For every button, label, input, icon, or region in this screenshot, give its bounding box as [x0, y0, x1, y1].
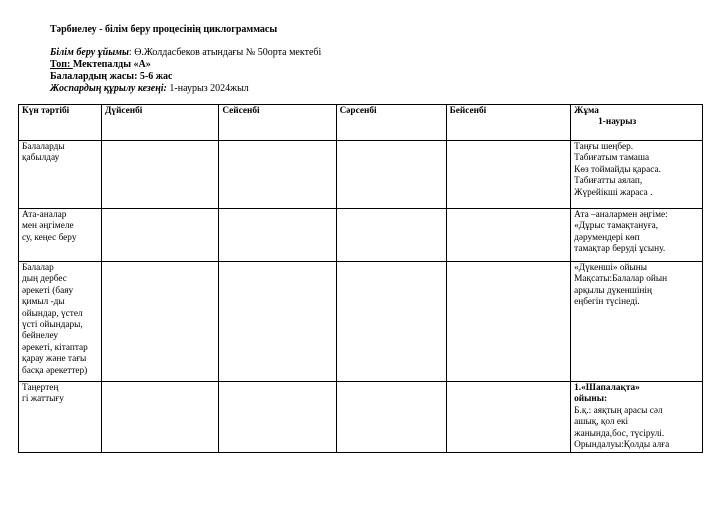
tuesday-cell [219, 382, 336, 453]
table-row [19, 262, 703, 382]
table-row [19, 141, 703, 209]
group-value: Мектепалды «А» [72, 59, 151, 70]
friday-cell: «Дүкенші» ойыны Мақсаты:Балалар ойын арқылы дүкеншінің еңбегін түсінеді. [571, 262, 703, 382]
age-line: Балалардың жасы: 5-6 жас [50, 71, 173, 82]
thursday-cell [446, 382, 571, 453]
organization-value: : Ө.Жолдасбеков атындағы № 50орта мектебі [128, 47, 322, 58]
row-label: Балалар дың дербес әрекеті (баяу қимыл -ды ойындар, үстел үсті ойындары, бейнелеу әрекеті, кітаптар қарау және тағы басқа әрекеттер) [19, 262, 102, 382]
table-row [19, 382, 703, 453]
wednesday-cell [336, 209, 446, 262]
table-row [19, 209, 703, 262]
header-monday: Дүйсенбі [102, 105, 219, 141]
header-thursday: Бейсенбі [446, 105, 571, 141]
organization-label: Білім беру ұйымы [50, 47, 129, 58]
header-wednesday: Сәрсенбі [336, 105, 446, 141]
wednesday-cell [336, 262, 446, 382]
row-label: Ата-аналар мен әңгімеле су, кеңес беру [19, 209, 102, 262]
friday-cell: Ата –аналармен әңгіме: «Дұрыс тамақтануға, дәрумендері көп тамақтар беруді ұсыну. [571, 209, 703, 262]
monday-cell [102, 209, 219, 262]
friday-cell: Таңғы шеңбер. Табиғатым тамаша Көз тоймайды қараса. Табиғатты аялап, Жүрейікші жараса . [571, 141, 703, 209]
group-label: Топ: [50, 59, 73, 70]
tuesday-cell [219, 262, 336, 382]
friday-game-text: Б.қ.: аяқтың арасы сәл ашық, қол екі жанында,бос, түсірулі. Орындалуы:Қолды алға [574, 405, 670, 451]
thursday-cell [446, 262, 571, 382]
header-friday [571, 105, 703, 141]
plan-period-label: Жоспардың құрылу кезеңі: [50, 83, 167, 94]
wednesday-cell [336, 382, 446, 453]
organization-line [50, 47, 321, 59]
thursday-cell [446, 209, 571, 262]
table-header-row [19, 105, 703, 141]
tuesday-cell [219, 141, 336, 209]
plan-period-value: 1-наурыз 2024жыл [166, 83, 249, 94]
header-schedule: Күн тәртібі [19, 105, 102, 141]
friday-date: 1-наурыз [598, 117, 637, 128]
plan-period-line [50, 83, 321, 95]
document-meta [50, 47, 321, 95]
friday-label: Жұма [574, 106, 599, 116]
wednesday-cell [336, 141, 446, 209]
friday-game-title: 1.«Шапалақта» ойыны: [574, 383, 640, 405]
monday-cell [102, 141, 219, 209]
thursday-cell [446, 141, 571, 209]
group-line [50, 59, 321, 71]
row-label: Таңертең гі жаттығу [19, 382, 102, 453]
row-label: Балаларды қабылдау [19, 141, 102, 209]
monday-cell [102, 262, 219, 382]
tuesday-cell [219, 209, 336, 262]
monday-cell [102, 382, 219, 453]
header-tuesday: Сейсенбі [219, 105, 336, 141]
page-title: Тәрбиелеу - білім беру процесінің циклограммасы [50, 24, 278, 35]
cyclogram-table [18, 104, 703, 453]
friday-cell [571, 382, 703, 453]
